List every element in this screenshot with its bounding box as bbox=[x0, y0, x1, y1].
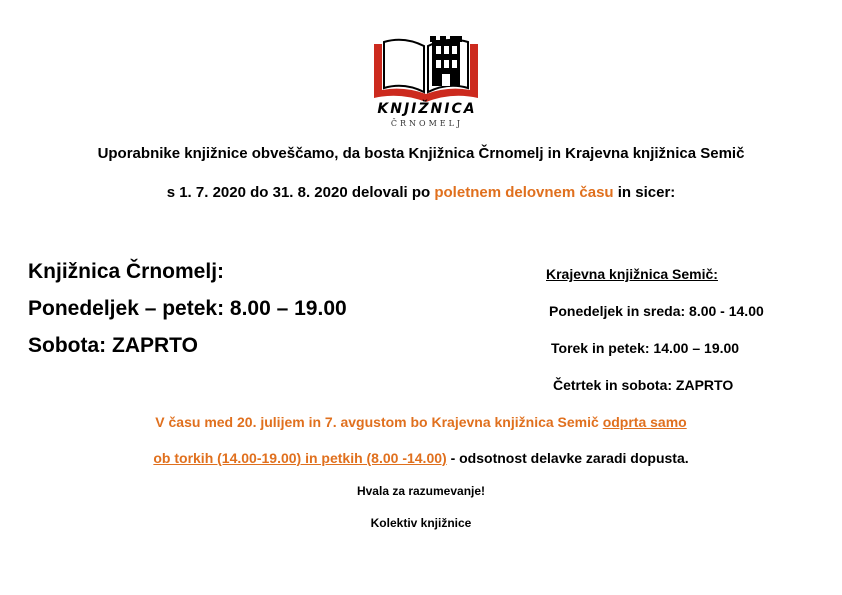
notice-open-days: ob torkih (14.00-19.00) in petkih (8.00 -14.00) bbox=[153, 450, 447, 466]
intro-line-2 bbox=[0, 184, 842, 201]
crnomelj-title: Knjižnica Črnomelj: bbox=[28, 260, 225, 283]
crnomelj-hours-weekdays: Ponedeljek – petek: 8.00 – 19.00 bbox=[28, 297, 347, 320]
summer-hours-highlight: poletnem delovnem času bbox=[434, 184, 614, 201]
notice-line-2 bbox=[0, 450, 842, 466]
semic-hours-thu-sat: Četrtek in sobota: ZAPRTO bbox=[553, 377, 734, 393]
intro-line-2-start: s 1. 7. 2020 do 31. 8. 2020 delovali po bbox=[166, 184, 435, 201]
notice-line-1 bbox=[0, 414, 842, 430]
tower-icon bbox=[430, 36, 462, 86]
notice-line-1-text: V času med 20. julijem in 7. avgustom bo Krajevna knjižnica Semič bbox=[155, 414, 603, 430]
notice-absence-reason: - odsotnost delavke zaradi dopusta. bbox=[446, 450, 689, 466]
intro-line-2-end: in sicer: bbox=[613, 184, 676, 201]
logo-name: KNJIŽNICA bbox=[377, 101, 477, 117]
semic-hours-mon-wed: Ponedeljek in sreda: 8.00 - 14.00 bbox=[549, 303, 764, 319]
semic-hours-tue-fri: Torek in petek: 14.00 – 19.00 bbox=[551, 340, 740, 356]
signature-text: Kolektiv knjižnice bbox=[370, 516, 472, 530]
intro-line-1: Uporabnike knjižnice obveščamo, da bosta Knjižnica Črnomelj in Krajevna knjižnica Semič bbox=[97, 145, 745, 162]
crnomelj-hours-saturday: Sobota: ZAPRTO bbox=[28, 334, 198, 357]
library-logo bbox=[370, 32, 482, 132]
logo-subtitle: ČRNOMELJ bbox=[390, 119, 464, 128]
thanks-text: Hvala za razumevanje! bbox=[356, 484, 486, 498]
notice-open-only: odprta samo bbox=[602, 414, 687, 430]
semic-title: Krajevna knjižnica Semič: bbox=[546, 266, 718, 282]
